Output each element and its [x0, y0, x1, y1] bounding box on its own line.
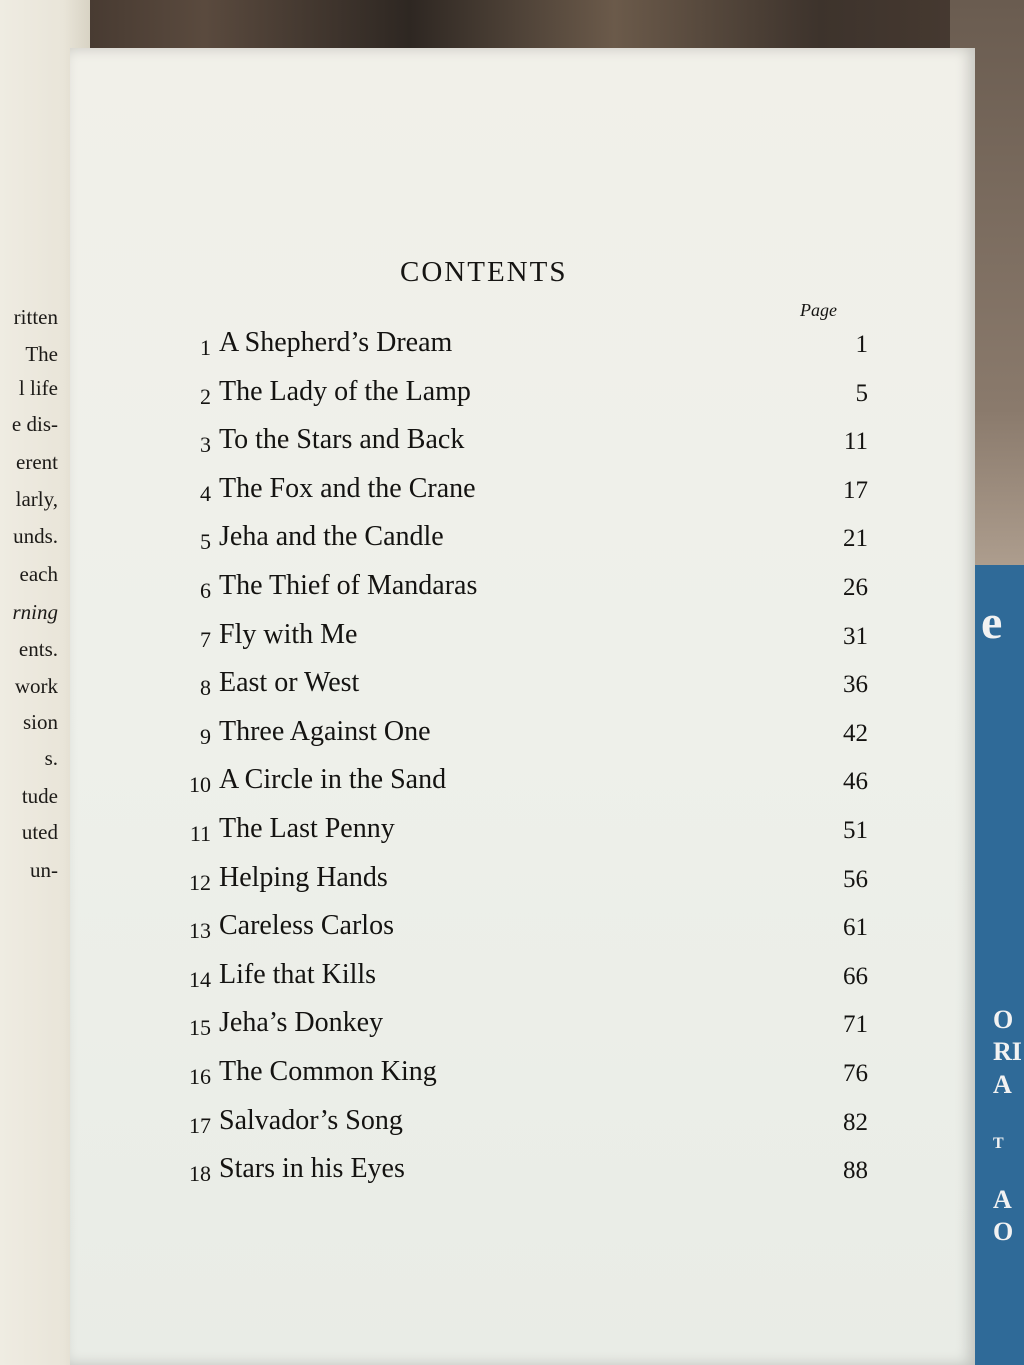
toc-entry-title: The Last Penny [219, 813, 395, 844]
left-page-fragment: erent [16, 450, 58, 474]
blue-book-text: A [993, 1070, 1012, 1099]
left-page-fragment: s. [44, 746, 58, 770]
blue-book-spine [975, 565, 1024, 1365]
toc-entry-title: The Lady of the Lamp [219, 376, 471, 407]
toc-entry-page: 61 [843, 914, 868, 941]
toc-entry-number: 2 [200, 384, 211, 409]
toc-entry-title: Helping Hands [219, 862, 388, 893]
toc-entry-page: 76 [843, 1060, 868, 1087]
toc-entry-number: 11 [189, 821, 211, 846]
toc-entry-number: 18 [189, 1161, 211, 1186]
toc-entry-page: 5 [855, 380, 868, 407]
toc-entry-number: 7 [200, 627, 211, 652]
toc-entry-title: Stars in his Eyes [219, 1153, 405, 1184]
toc-entry-title: Careless Carlos [219, 910, 394, 941]
toc-entry-page: 71 [843, 1011, 868, 1038]
toc-entry-title: Jeha and the Candle [219, 521, 444, 552]
toc-entry-number: 16 [189, 1064, 211, 1089]
toc-entry-page: 66 [843, 963, 868, 990]
toc-entry-title: Life that Kills [219, 959, 377, 990]
left-page-fragment: ents. [18, 637, 58, 661]
toc-entry-page: 42 [843, 720, 868, 747]
toc-entry-number: 3 [200, 432, 211, 457]
toc-entry-title: The Thief of Mandaras [219, 570, 478, 601]
left-page-fragment: each [19, 562, 58, 586]
page-column-label: Page [800, 300, 837, 320]
toc-entry-number: 1 [200, 335, 211, 360]
blue-book-text: O [993, 1217, 1014, 1246]
toc-entry-title: The Fox and the Crane [219, 473, 476, 504]
toc-entry-number: 14 [189, 967, 211, 992]
toc-entry-number: 10 [189, 772, 211, 797]
toc-entry-number: 9 [200, 724, 211, 749]
toc-entry-page: 88 [843, 1157, 868, 1184]
toc-entry-page: 31 [843, 623, 868, 650]
blue-book-text: O [993, 1005, 1014, 1034]
toc-entry-title: Three Against One [219, 716, 431, 747]
toc-entry-number: 17 [189, 1113, 211, 1138]
left-page-fragment: l life [18, 376, 58, 400]
blue-book-text: RI [993, 1037, 1022, 1066]
toc-entry-page: 21 [843, 525, 868, 552]
left-page-fragment: tude [21, 784, 58, 808]
toc-entry-number: 5 [200, 529, 211, 554]
left-page-fragment: rning [12, 600, 58, 624]
page-title: CONTENTS [400, 256, 568, 288]
blue-book-text: A [993, 1185, 1012, 1214]
toc-entry-page: 11 [843, 428, 868, 455]
toc-entry-title: A Shepherd’s Dream [219, 327, 453, 358]
toc-entry-number: 4 [200, 481, 211, 506]
toc-entry-page: 36 [843, 671, 868, 698]
left-page-fragment: The [25, 342, 58, 366]
toc-entry-number: 12 [189, 870, 211, 895]
toc-entry-number: 6 [200, 578, 211, 603]
toc-entry-title: The Common King [219, 1056, 437, 1087]
left-page-fragment: unds. [13, 524, 58, 548]
toc-entry-title: To the Stars and Back [219, 424, 465, 455]
toc-entry-number: 8 [200, 675, 211, 700]
toc-entry-title: Salvador’s Song [219, 1105, 403, 1136]
toc-entry-number: 15 [189, 1015, 211, 1040]
left-page-fragment: uted [21, 820, 58, 844]
toc-entry-number: 13 [189, 918, 211, 943]
toc-entry-page: 1 [855, 331, 868, 358]
left-page-fragment: un- [30, 858, 58, 882]
toc-entry-page: 56 [843, 866, 868, 893]
toc-entry-page: 82 [843, 1109, 868, 1136]
toc-entry-page: 46 [843, 768, 868, 795]
left-page-fragment: ritten [13, 305, 58, 329]
blue-book-text: e [981, 596, 1003, 649]
blue-book-text: T [993, 1135, 1004, 1152]
toc-entry-page: 51 [843, 817, 868, 844]
toc-entry-title: A Circle in the Sand [219, 764, 447, 795]
toc-entry-title: Jeha’s Donkey [219, 1007, 384, 1038]
left-page-fragment: sion [22, 710, 58, 734]
toc-entry-title: East or West [219, 667, 360, 698]
toc-entry-page: 17 [843, 477, 868, 504]
toc-entry-page: 26 [843, 574, 868, 601]
left-page-fragment: e dis- [11, 412, 58, 436]
left-page-fragment: larly, [15, 487, 58, 511]
left-page-fragment: work [14, 674, 58, 698]
toc-entry-title: Fly with Me [219, 619, 358, 650]
